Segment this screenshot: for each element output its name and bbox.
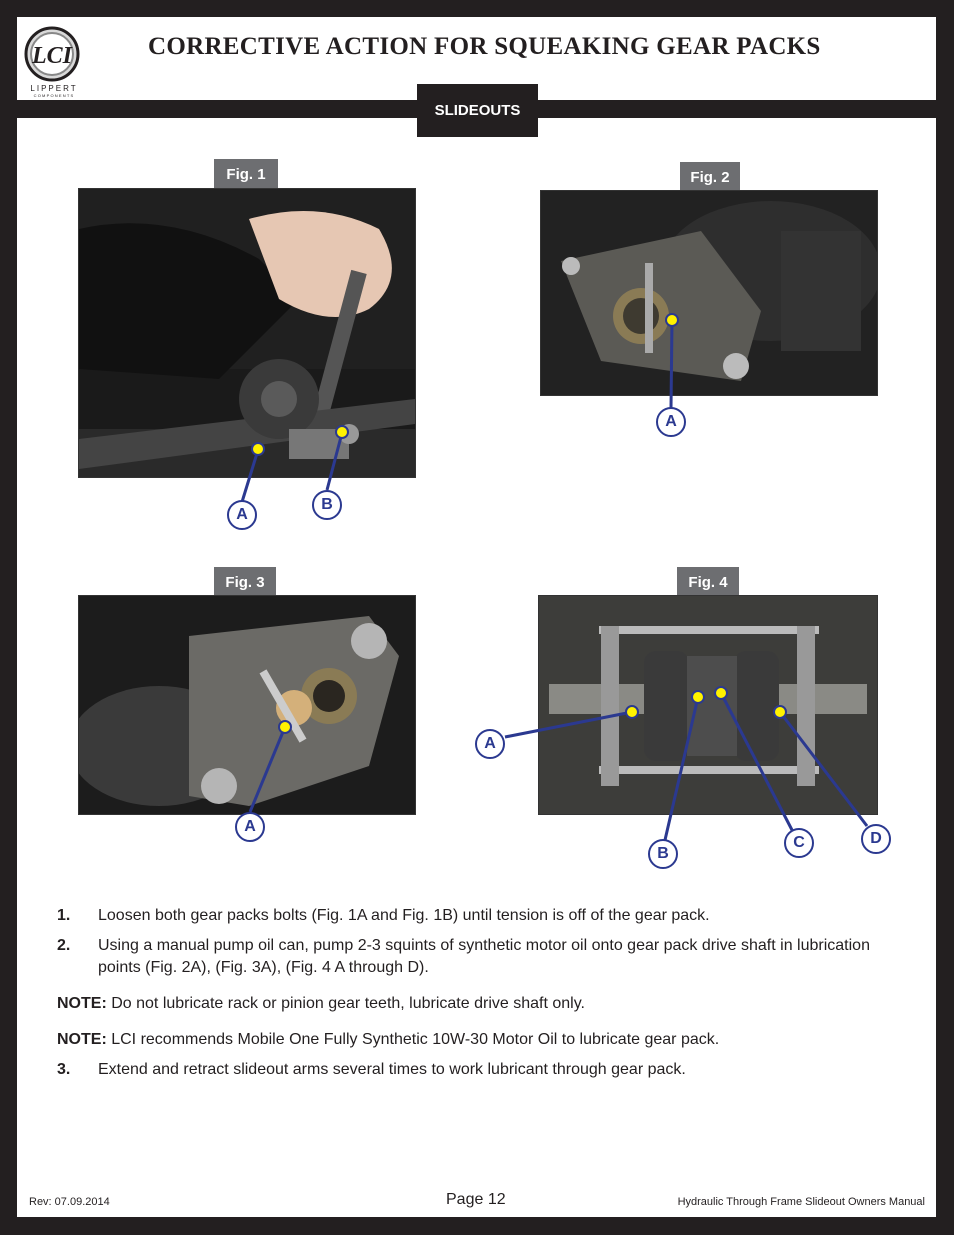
- note-1: [57, 993, 917, 1015]
- svg-text:COMPONENTS: COMPONENTS: [33, 93, 75, 98]
- note-2: [57, 1029, 917, 1051]
- step-2: [57, 935, 917, 979]
- manual-title: Hydraulic Through Frame Slideout Owners Manual: [677, 1196, 925, 1208]
- page-title: CORRECTIVE ACTION FOR SQUEAKING GEAR PACKS: [148, 33, 821, 60]
- step-3: [57, 1059, 917, 1081]
- lippert-logo: [22, 24, 86, 98]
- step-text: Using a manual pump oil can, pump 2-3 squints of synthetic motor oil onto gear pack drive shaft in lubrication points (Fig. 2A), (Fig. 3A), (Fig. 4 A through D).: [98, 937, 870, 976]
- step-text: Extend and retract slideout arms several times to work lubricant through gear pack.: [98, 1061, 686, 1078]
- note-label: NOTE:: [57, 1031, 107, 1048]
- fig-4-callout-b: B: [648, 839, 678, 869]
- step-number: 3.: [57, 1061, 71, 1078]
- fig-1-photo: [78, 188, 416, 478]
- step-number: 2.: [57, 937, 71, 954]
- svg-text:LCI: LCI: [31, 43, 73, 69]
- fig-1-label: Fig. 1: [214, 159, 278, 189]
- fig-2-photo: [540, 190, 878, 396]
- fig-1-callout-b: B: [312, 490, 342, 520]
- note-text: Do not lubricate rack or pinion gear teeth, lubricate drive shaft only.: [106, 995, 585, 1012]
- page-number: Page 12: [446, 1191, 506, 1208]
- instructions: [57, 905, 917, 1089]
- fig-4-callout-a: A: [475, 729, 505, 759]
- fig-4-photo: [538, 595, 878, 815]
- fig-2-callout-a: A: [656, 407, 686, 437]
- fig-2-label: Fig. 2: [680, 162, 740, 192]
- section-tab: SLIDEOUTS: [417, 84, 538, 137]
- step-number: 1.: [57, 907, 71, 924]
- fig-4-callout-d: D: [861, 824, 891, 854]
- fig-4-callout-c: C: [784, 828, 814, 858]
- fig-3-callout-a: A: [235, 812, 265, 842]
- fig-4-label: Fig. 4: [677, 567, 739, 597]
- fig-1-callout-a: A: [227, 500, 257, 530]
- svg-text:LIPPERT: LIPPERT: [30, 84, 78, 93]
- revision-date: Rev: 07.09.2014: [29, 1196, 110, 1208]
- note-text: LCI recommends Mobile One Fully Synthetic 10W-30 Motor Oil to lubricate gear pack.: [106, 1031, 720, 1048]
- step-text: Loosen both gear packs bolts (Fig. 1A and Fig. 1B) until tension is off of the gear pack.: [98, 907, 710, 924]
- note-label: NOTE:: [57, 995, 107, 1012]
- fig-3-label: Fig. 3: [214, 567, 276, 597]
- step-1: [57, 905, 917, 927]
- fig-3-photo: [78, 595, 416, 815]
